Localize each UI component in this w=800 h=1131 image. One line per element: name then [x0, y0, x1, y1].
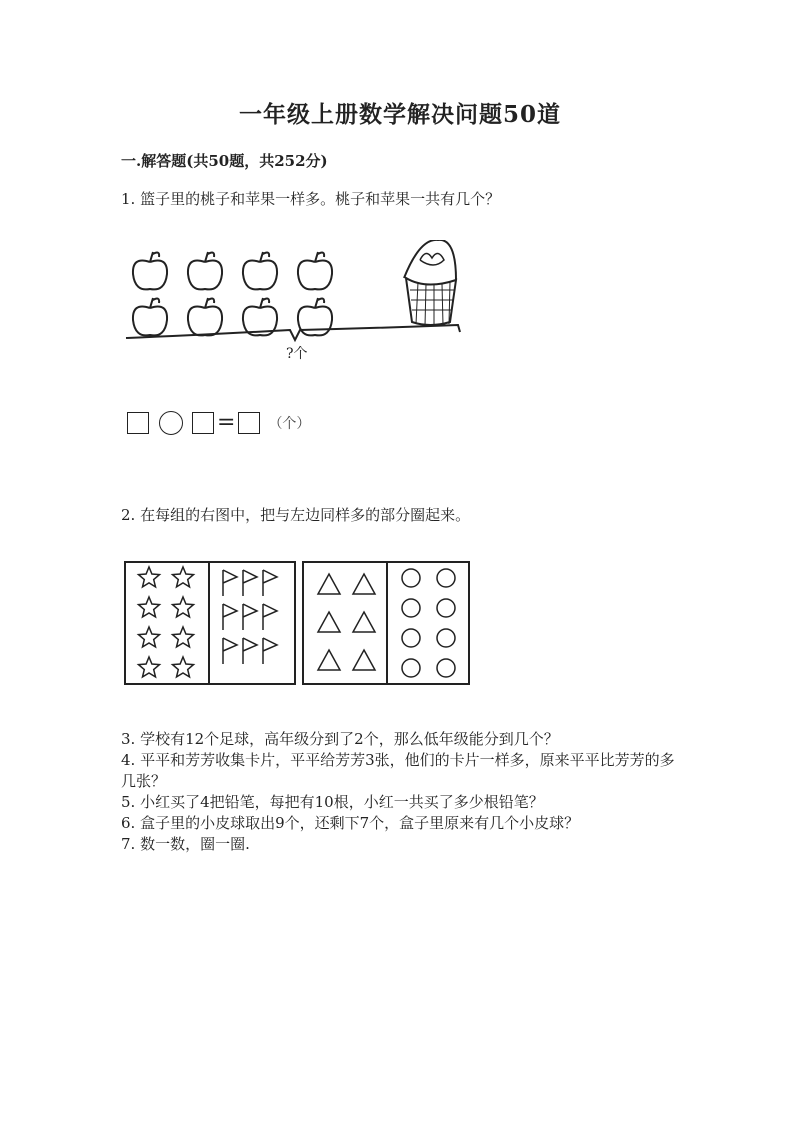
page-title: 一年级上册数学解决问题50道 — [238, 101, 561, 128]
question-3: 3. 学校有12个足球，高年级分到了2个，那么低年级能分到几个？ — [121, 730, 559, 748]
equals-sign: = — [217, 410, 236, 435]
circle-icon — [437, 569, 455, 587]
brace-label: ?个 — [286, 346, 308, 362]
flag-icon — [243, 604, 257, 630]
question-7: 7. 数一数，圈一圈. — [121, 835, 250, 853]
star-icon — [173, 597, 194, 617]
triangle-icon — [318, 574, 340, 594]
star-icon — [173, 627, 194, 647]
triangle-icon — [353, 650, 375, 670]
circle-icon — [402, 659, 420, 677]
circle-icon — [402, 629, 420, 647]
question-1: 1. 篮子里的桃子和苹果一样多。桃子和苹果一共有几个？ — [121, 190, 501, 208]
star-icon — [139, 597, 160, 617]
apple-icon — [243, 298, 277, 335]
star-icon — [173, 657, 194, 677]
apple-icon — [188, 298, 222, 335]
triangle-icon — [318, 612, 340, 632]
section-title: 一.解答题(共50题，共252分) — [121, 152, 328, 170]
circle-icon — [437, 659, 455, 677]
circle-icon — [402, 569, 420, 587]
circle-icon — [437, 629, 455, 647]
flag-icon — [243, 638, 257, 664]
operator-circle[interactable] — [159, 411, 183, 435]
flag-icon — [263, 638, 277, 664]
flag-icon — [263, 604, 277, 630]
triangle-icon — [353, 574, 375, 594]
circle-icon — [402, 599, 420, 617]
question-5: 5. 小红买了4把铅笔，每把有10根，小红一共买了多少根铅笔？ — [121, 793, 544, 811]
question-4: 4. 平平和芳芳收集卡片，平平给芳芳3张，他们的卡片一样多，原来平平比芳芳的多几张？ — [121, 751, 675, 790]
answer-box-result[interactable] — [238, 412, 260, 434]
answer-box-1[interactable] — [127, 412, 149, 434]
brace — [126, 325, 460, 340]
flag-icon — [263, 570, 277, 596]
flag-icon — [223, 638, 237, 664]
apples-basket-figure — [120, 240, 470, 365]
star-icon — [139, 657, 160, 677]
question-6: 6. 盒子里的小皮球取出9个，还剩下7个，盒子里原来有几个小皮球？ — [121, 814, 580, 832]
answer-box-2[interactable] — [192, 412, 214, 434]
triangle-icon — [353, 612, 375, 632]
apple-icon — [188, 252, 222, 289]
flag-icon — [223, 570, 237, 596]
apple-icon — [298, 252, 332, 289]
circle-icon — [437, 599, 455, 617]
flag-icon — [243, 570, 257, 596]
unit-label: （个） — [268, 416, 311, 432]
triangle-icon — [318, 650, 340, 670]
flag-icon — [223, 604, 237, 630]
star-icon — [139, 627, 160, 647]
apple-icon — [133, 298, 167, 335]
apple-icon — [133, 252, 167, 289]
grouping-figure — [123, 560, 473, 686]
star-icon — [173, 567, 194, 587]
basket-icon — [404, 240, 456, 326]
apple-icon — [243, 252, 277, 289]
equation-row — [127, 410, 310, 436]
question-2: 2. 在每组的右图中，把与左边同样多的部分圈起来。 — [121, 506, 471, 524]
star-icon — [139, 567, 160, 587]
